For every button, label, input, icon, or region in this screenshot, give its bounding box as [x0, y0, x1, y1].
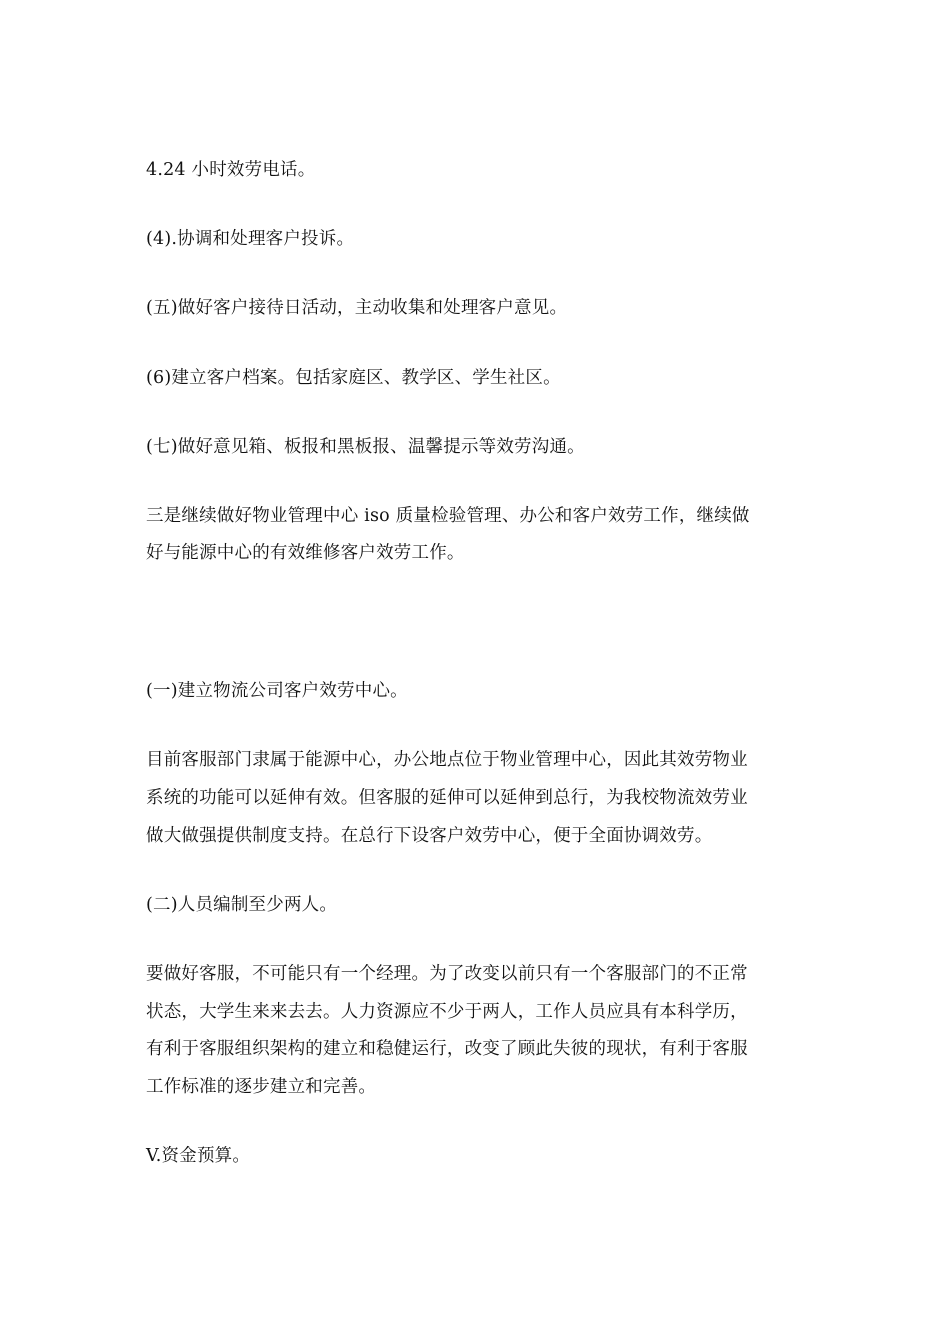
paragraph-7-line-1: (一)建立物流公司客户效劳中心。 — [146, 681, 408, 701]
paragraph-9-line-1: (二)人员编制至少两人。 — [146, 895, 338, 915]
paragraph-6-line-1: 三是继续做好物业管理中心 iso 质量检验管理、办公和客户效劳工作，继续做 — [146, 506, 750, 526]
paragraph-10-line-3: 有利于客服组织架构的建立和稳健运行，改变了顾此失彼的现状，有利于客服 — [146, 1039, 748, 1059]
paragraph-10-line-2: 状态，大学生来来去去。人力资源应不少于两人，工作人员应具有本科学历， — [146, 1002, 748, 1022]
paragraph-1-line-1: 4.24 小时效劳电话。 — [146, 160, 316, 180]
paragraph-6-line-2: 好与能源中心的有效维修客户效劳工作。 — [146, 543, 465, 563]
paragraph-11-line-1: V.资金预算。 — [146, 1146, 251, 1166]
paragraph-2-line-1: (4).协调和处理客户投诉。 — [146, 229, 355, 249]
paragraph-8-line-3: 做大做强提供制度支持。在总行下设客户效劳中心，便于全面协调效劳。 — [146, 826, 713, 846]
paragraph-4-line-1: (6)建立客户档案。包括家庭区、教学区、学生社区。 — [146, 368, 561, 388]
paragraph-8-line-1: 目前客服部门隶属于能源中心，办公地点位于物业管理中心，因此其效劳物业 — [146, 750, 748, 770]
paragraph-8-line-2: 系统的功能可以延伸有效。但客服的延伸可以延伸到总行，为我校物流效劳业 — [146, 788, 748, 808]
paragraph-5-line-1: (七)做好意见箱、板报和黑板报、温馨提示等效劳沟通。 — [146, 437, 585, 457]
paragraph-10-line-1: 要做好客服，不可能只有一个经理。为了改变以前只有一个客服部门的不正常 — [146, 964, 748, 984]
paragraph-10-line-4: 工作标准的逐步建立和完善。 — [146, 1077, 377, 1097]
paragraph-3-line-1: (五)做好客户接待日活动，主动收集和处理客户意见。 — [146, 298, 568, 318]
